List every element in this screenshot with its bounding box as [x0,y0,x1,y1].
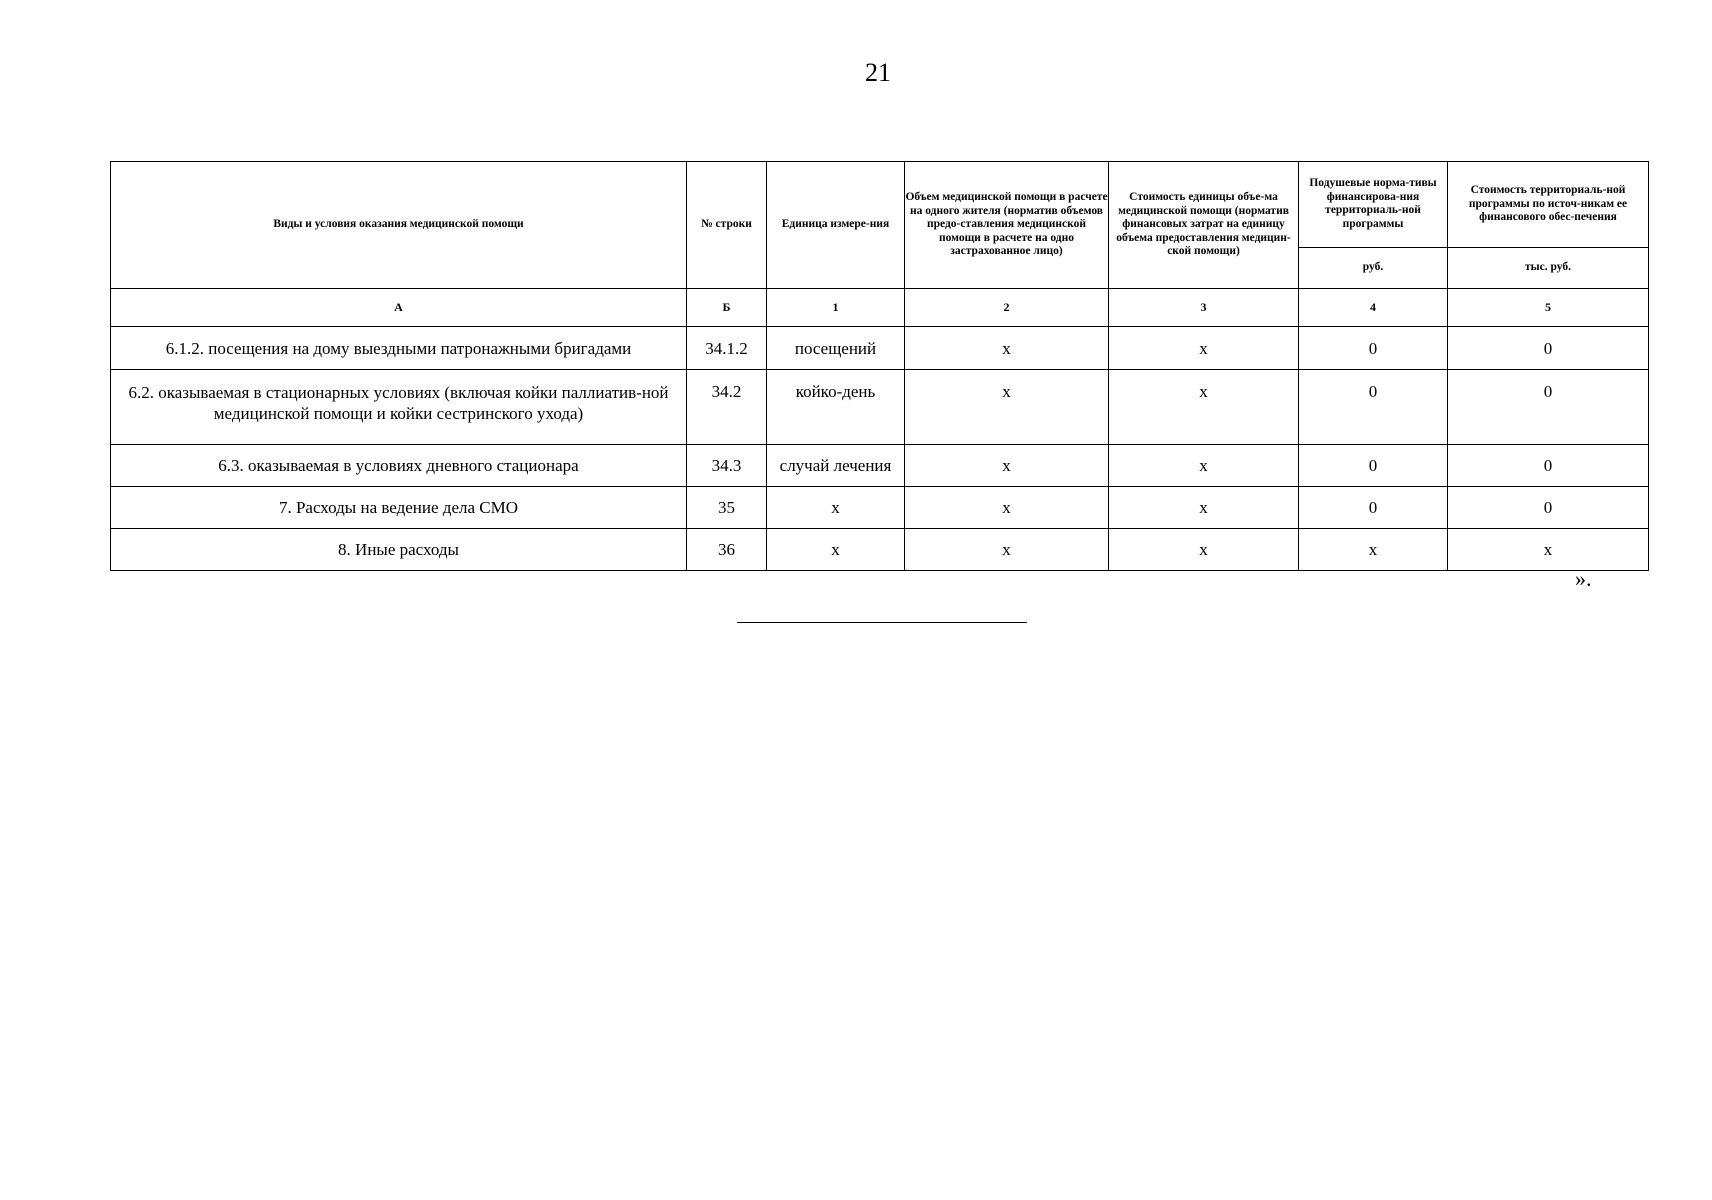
row-per-capita: 0 [1299,487,1448,529]
row-cost: х [1109,529,1299,571]
row-description: 6.3. оказываемая в условиях дневного стационара [111,445,687,487]
column-index-cell: 4 [1299,289,1448,327]
row-description: 8. Иные расходы [111,529,687,571]
row-cost: х [1109,445,1299,487]
row-description: 6.2. оказываемая в стационарных условиях (включая койки паллиатив-ной медицинской помощи и койки сестринского ухода) [111,370,687,445]
row-unit: посещений [767,327,905,370]
row-program-cost: 0 [1448,487,1649,529]
column-index-cell: А [111,289,687,327]
financing-table [110,161,1649,571]
row-program-cost: 0 [1448,445,1649,487]
row-description: 6.1.2. посещения на дому выездными патронажными бригадами [111,327,687,370]
column-index-row [111,289,1649,327]
header-unit: Единица измере-ния [767,162,905,289]
row-volume: х [905,529,1109,571]
row-per-capita: х [1299,529,1448,571]
row-unit: х [767,529,905,571]
footer-divider [737,622,1027,623]
header-row-no: № строки [687,162,767,289]
row-volume: х [905,327,1109,370]
closing-quote: ». [1575,566,1592,591]
row-per-capita: 0 [1299,327,1448,370]
table-row [111,445,1649,487]
row-unit: койко-день [767,370,905,445]
row-volume: х [905,487,1109,529]
header-program-cost-unit: тыс. руб. [1448,247,1649,288]
header-type: Виды и условия оказания медицинской помощи [111,162,687,289]
row-volume: х [905,370,1109,445]
column-index-cell: 3 [1109,289,1299,327]
row-number: 34.1.2 [687,327,767,370]
header-volume: Объем медицинской помощи в расчете на одного жителя (норматив объемов предо-ставления медицинской помощи в расчете на одно застрахованное лицо) [905,162,1109,289]
header-program-cost: Стоимость территориаль-ной программы по источ-никам ее финансового обес-печения [1448,162,1649,248]
header-row-1 [111,162,1649,248]
row-cost: х [1109,487,1299,529]
row-per-capita: 0 [1299,445,1448,487]
row-volume: х [905,445,1109,487]
table-row [111,487,1649,529]
column-index-cell: Б [687,289,767,327]
row-number: 34.3 [687,445,767,487]
header-per-capita-unit: руб. [1299,247,1448,288]
page-number: 21 [865,58,891,87]
row-cost: х [1109,370,1299,445]
table-row [111,327,1649,370]
table-row [111,370,1649,445]
row-number: 35 [687,487,767,529]
row-number: 34.2 [687,370,767,445]
table-row [111,529,1649,571]
row-program-cost: 0 [1448,370,1649,445]
row-unit: х [767,487,905,529]
row-number: 36 [687,529,767,571]
row-per-capita: 0 [1299,370,1448,445]
column-index-cell: 1 [767,289,905,327]
row-cost: х [1109,327,1299,370]
row-description: 7. Расходы на ведение дела СМО [111,487,687,529]
row-program-cost: х [1448,529,1649,571]
column-index-cell: 2 [905,289,1109,327]
row-program-cost: 0 [1448,327,1649,370]
row-unit: случай лечения [767,445,905,487]
column-index-cell: 5 [1448,289,1649,327]
header-cost: Стоимость единицы объе-ма медицинской помощи (норматив финансовых затрат на единицу объема предоставления медицин-ской помощи) [1109,162,1299,289]
header-per-capita: Подушевые норма-тивы финансирова-ния территориаль-ной программы [1299,162,1448,248]
